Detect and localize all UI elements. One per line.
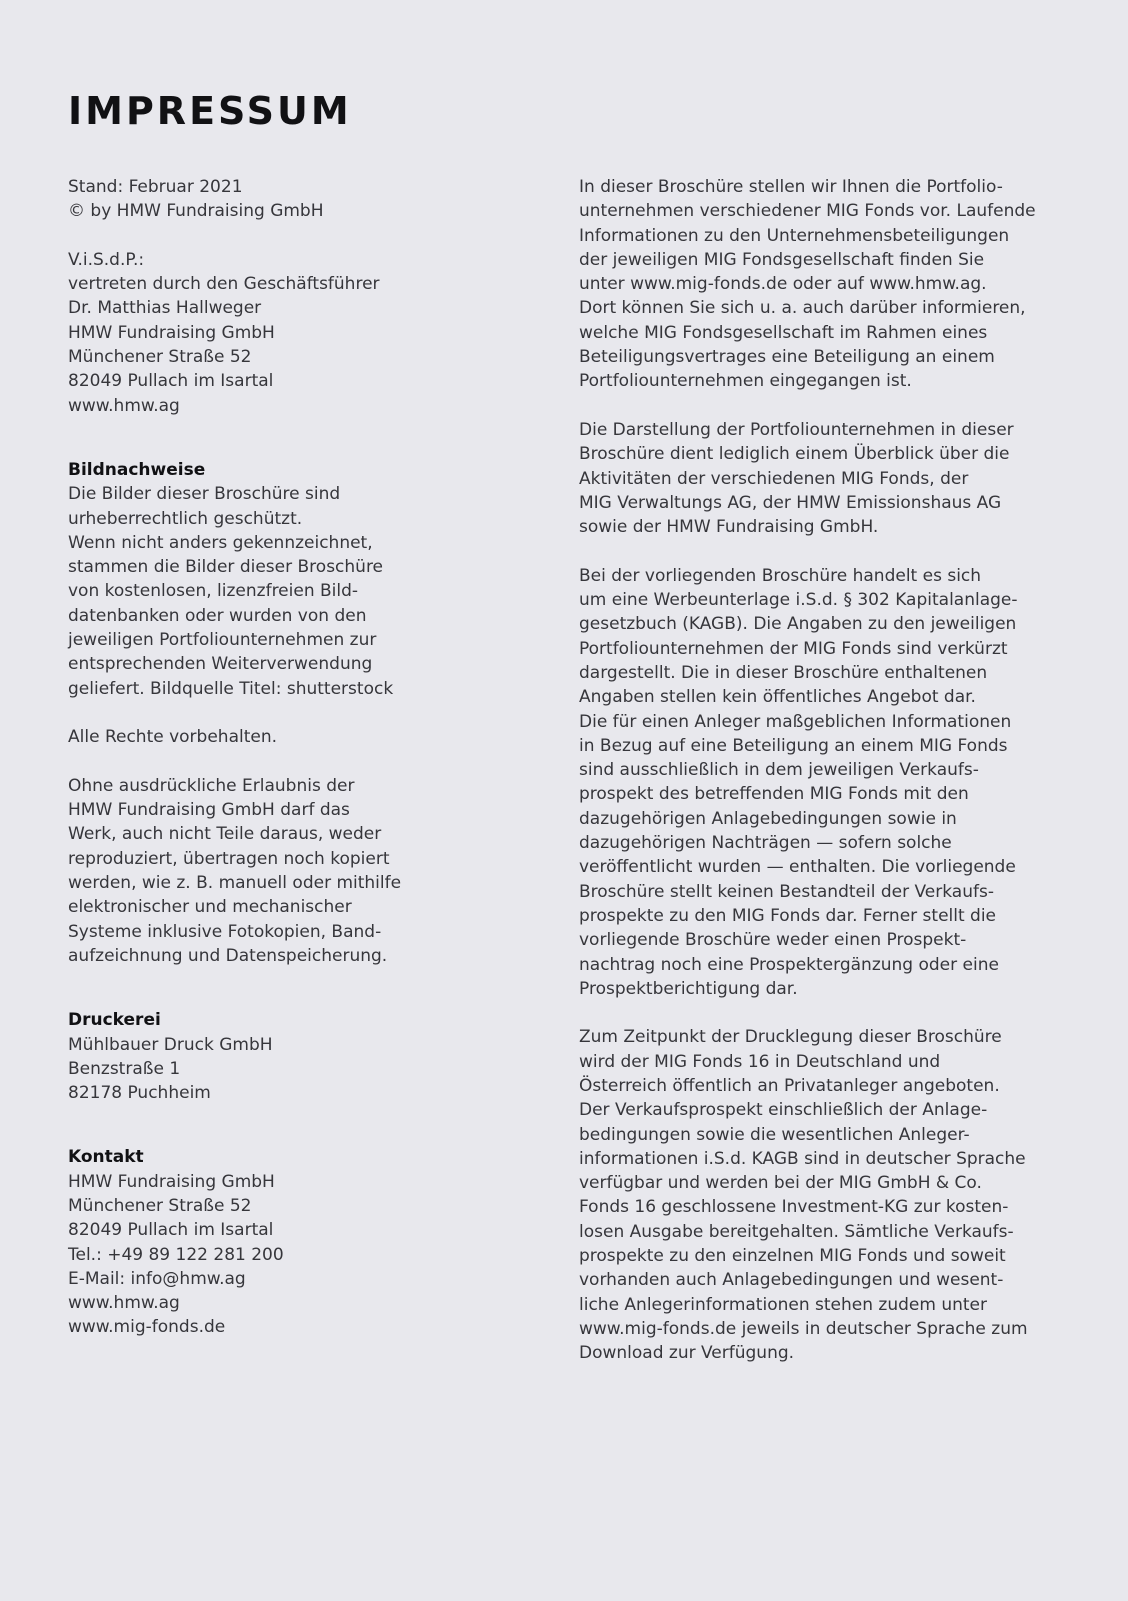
section-heading: Bildnachweise — [68, 459, 206, 480]
paragraph-disclaimer — [579, 564, 1049, 1001]
text-line: Österreich öffentlich an Privatanleger angeboten. — [579, 1075, 1000, 1096]
text-line: datenbanken oder wurden von den — [68, 605, 367, 626]
text-line: prospekte zu den MIG Fonds dar. Ferner stellt die — [579, 905, 997, 926]
text-line: Bei der vorliegenden Broschüre handelt es sich — [579, 565, 982, 586]
text-line: reproduziert, übertragen noch kopiert — [68, 848, 390, 869]
text-line: urheberrechtlich geschützt. — [68, 508, 303, 529]
text-line: wird der MIG Fonds 16 in Deutschland und — [579, 1051, 941, 1072]
text-line: der jeweiligen MIG Fondsgesellschaft finden Sie — [579, 249, 985, 270]
text-line: geliefert. Bildquelle Titel: shutterstock — [68, 678, 394, 699]
text-line: V.i.S.d.P.: — [68, 249, 145, 270]
text-line: HMW Fundraising GmbH darf das — [68, 800, 350, 821]
text-line: In dieser Broschüre stellen wir Ihnen die Portfolio- — [579, 177, 1003, 197]
text-line: Broschüre dient lediglich einem Überblick über die — [579, 444, 1010, 465]
text-line: sowie der HMW Fundraising GmbH. — [579, 517, 879, 538]
text-line: losen Ausgabe bereitgehalten. Sämtliche Verkaufs- — [579, 1221, 1014, 1242]
text-line: 82049 Pullach im Isartal — [68, 371, 274, 392]
left-column — [68, 175, 428, 1340]
text-line: Dr. Matthias Hallweger — [68, 298, 262, 319]
text-line: Die Bilder dieser Broschüre sind — [68, 484, 341, 505]
text-line: entsprechenden Weiterverwendung — [68, 654, 373, 675]
text-line: Portfoliounternehmen eingegangen ist. — [579, 371, 912, 392]
text-line: 82178 Puchheim — [68, 1083, 211, 1104]
text-line: Münchener Straße 52 — [68, 1195, 252, 1216]
text-line: © by HMW Fundraising GmbH — [68, 201, 324, 222]
text-line: unter www.mig-fonds.de oder auf www.hmw.ag. — [579, 274, 987, 295]
text-line: Broschüre stellt keinen Bestandteil der Verkaufs- — [579, 881, 994, 902]
text-line: stammen die Bilder dieser Broschüre — [68, 557, 384, 578]
right-column — [579, 175, 1049, 1366]
text-line: prospekt des betreffenden MIG Fonds mit den — [579, 784, 969, 805]
text-line: 82049 Pullach im Isartal — [68, 1220, 274, 1241]
section-heading: Kontakt — [68, 1147, 144, 1168]
text-line: von kostenlosen, lizenzfreien Bild- — [68, 581, 359, 602]
text-line: HMW Fundraising GmbH — [68, 322, 275, 343]
visdp-block — [68, 248, 428, 418]
paragraph-overview — [579, 418, 1049, 539]
text-line: Prospektberichtigung dar. — [579, 978, 798, 999]
text-line: aufzeichnung und Datenspeicherung. — [68, 945, 388, 966]
text-line: Benzstraße 1 — [68, 1058, 181, 1079]
text-line: Stand: Februar 2021 — [68, 177, 243, 197]
meta-block — [68, 175, 428, 224]
text-line: veröffentlicht wurden — enthalten. Die vorliegende — [579, 857, 1016, 878]
section-heading: Druckerei — [68, 1010, 161, 1031]
text-line: elektronischer und mechanischer — [68, 897, 352, 918]
paragraph-portfolio-intro — [579, 175, 1049, 394]
text-line: Tel.: +49 89 122 281 200 — [68, 1244, 284, 1265]
text-line: Aktivitäten der verschiedenen MIG Fonds, der — [579, 468, 969, 489]
text-line: Münchener Straße 52 — [68, 347, 252, 368]
bildnachweise-block — [68, 458, 428, 701]
text-line: nachtrag noch eine Prospektergänzung oder eine — [579, 954, 999, 975]
text-line: Angaben stellen kein öffentliches Angebot dar. — [579, 687, 976, 708]
permission-block — [68, 774, 428, 968]
rights-block — [68, 725, 428, 749]
text-line: Systeme inklusive Fotokopien, Band- — [68, 921, 382, 942]
text-line: MIG Verwaltungs AG, der HMW Emissionshaus AG — [579, 492, 1002, 513]
text-line: prospekte zu den einzelnen MIG Fonds und soweit — [579, 1246, 1006, 1267]
text-line: www.hmw.ag — [68, 395, 180, 416]
kontakt-block — [68, 1145, 428, 1339]
text-line: Die für einen Anleger maßgeblichen Informationen — [579, 711, 1012, 732]
text-line: verfügbar und werden bei der MIG GmbH & Co. — [579, 1173, 982, 1194]
text-line: HMW Fundraising GmbH — [68, 1171, 275, 1192]
text-line: Die Darstellung der Portfoliounternehmen in dieser — [579, 419, 1014, 440]
text-line: Beteiligungsvertrages eine Beteiligung an einem — [579, 347, 995, 368]
text-line: vertreten durch den Geschäftsführer — [68, 274, 380, 295]
text-line: www.hmw.ag — [68, 1293, 180, 1314]
text-line: www.mig-fonds.de jeweils in deutscher Sprache zum — [579, 1318, 1028, 1339]
text-line: vorliegende Broschüre weder einen Prospekt- — [579, 930, 967, 951]
text-line: Dort können Sie sich u. a. auch darüber informieren, — [579, 298, 1026, 319]
text-line: jeweiligen Portfoliounternehmen zur — [68, 630, 377, 651]
text-line: Wenn nicht anders gekennzeichnet, — [68, 532, 373, 553]
page-title: IMPRESSUM — [68, 89, 352, 133]
text-line: informationen i.S.d. KAGB sind in deutscher Sprache — [579, 1148, 1026, 1169]
paragraph-offering — [579, 1025, 1049, 1365]
text-line: dargestellt. Die in dieser Broschüre enthaltenen — [579, 662, 988, 683]
text-line: Portfoliounternehmen der MIG Fonds sind verkürzt — [579, 638, 1008, 659]
text-line: vorhanden auch Anlagebedingungen und wesent- — [579, 1270, 1004, 1291]
text-line: welche MIG Fondsgesellschaft im Rahmen eines — [579, 322, 988, 343]
text-line: um eine Werbeunterlage i.S.d. § 302 Kapitalanlage- — [579, 590, 1018, 611]
text-line: Werk, auch nicht Teile daraus, weder — [68, 824, 382, 845]
text-line: www.mig-fonds.de — [68, 1317, 226, 1338]
text-line: Zum Zeitpunkt der Drucklegung dieser Broschüre — [579, 1027, 1002, 1048]
text-line: in Bezug auf eine Beteiligung an einem MIG Fonds — [579, 735, 1008, 756]
text-line: Mühlbauer Druck GmbH — [68, 1034, 273, 1055]
text-line: Fonds 16 geschlossene Investment-KG zur kosten- — [579, 1197, 1009, 1218]
text-line: bedingungen sowie die wesentlichen Anleger- — [579, 1124, 970, 1145]
text-line: sind ausschließlich in dem jeweiligen Verkaufs- — [579, 760, 979, 781]
text-line: liche Anlegerinformationen stehen zudem unter — [579, 1294, 987, 1315]
text-line: Download zur Verfügung. — [579, 1343, 795, 1364]
text-line: dazugehörigen Nachträgen — sofern solche — [579, 833, 952, 854]
text-line: Der Verkaufsprospekt einschließlich der Anlage- — [579, 1100, 988, 1121]
text-line: Ohne ausdrückliche Erlaubnis der — [68, 775, 355, 796]
text-line: Alle Rechte vorbehalten. — [68, 727, 278, 748]
text-line: Informationen zu den Unternehmensbeteiligungen — [579, 225, 1010, 246]
text-line: dazugehörigen Anlagebedingungen sowie in — [579, 808, 957, 829]
text-line: unternehmen verschiedener MIG Fonds vor. Laufende — [579, 201, 1036, 222]
text-line: werden, wie z. B. manuell oder mithilfe — [68, 873, 402, 894]
text-line: E-Mail: info@hmw.ag — [68, 1268, 246, 1289]
druckerei-block — [68, 1008, 428, 1105]
text-line: gesetzbuch (KAGB). Die Angaben zu den jeweiligen — [579, 614, 1017, 635]
